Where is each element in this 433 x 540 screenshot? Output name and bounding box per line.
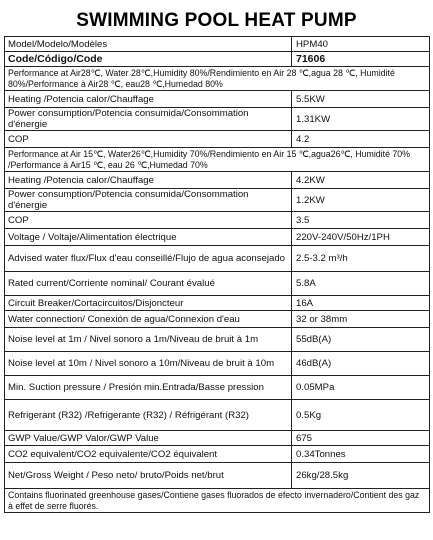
spec-row <box>5 376 430 400</box>
spec-label: Heating /Potencia calor/Chauffage <box>5 91 292 108</box>
spec-label: Noise level at 1m / Nivel sonoro a 1m/Niveau de bruit à 1m <box>5 328 292 352</box>
spec-value: 32 or 38mm <box>292 311 430 328</box>
spec-label: Net/Gross Weight / Peso neto/ bruto/Poids net/brut <box>5 463 292 489</box>
spec-value: 55dB(A) <box>292 328 430 352</box>
spec-label: Refrigerant (R32) /Refrigerante (R32) / Réfrigérant (R32) <box>5 400 292 431</box>
spec-label: Heating /Potencia calor/Chauffage <box>5 172 292 189</box>
spec-row <box>5 91 430 108</box>
spec-section-note: Performance at Air 15℃, Water26℃,Humidity 70%/Rendimiento en Air 15 ℃,agua26℃, Humidité 70% /Performance à Air15 ℃, eau 26 ℃,Humedad 70% <box>5 148 430 172</box>
spec-value: 0.5Kg <box>292 400 430 431</box>
spec-row <box>5 172 430 189</box>
spec-label: Water connection/ Conexión de agua/Connexion d'eau <box>5 311 292 328</box>
spec-value: 0.05MPa <box>292 376 430 400</box>
spec-value: 220V-240V/50Hz/1PH <box>292 229 430 246</box>
spec-value: 16A <box>292 296 430 311</box>
spec-section-note: Contains fluorinated greenhouse gases/Contiene gases fluorados de efecto invernadero/Contient des gaz à effet de serre fluorés. <box>5 489 430 513</box>
spec-label: Min. Suction pressure / Presión min.Entrada/Basse pression <box>5 376 292 400</box>
spec-label: Advised water flux/Flux d'eau conseillé/Flujo de agua aconsejado <box>5 246 292 272</box>
spec-row <box>5 131 430 148</box>
spec-row <box>5 489 430 513</box>
spec-row <box>5 463 430 489</box>
spec-value: 4.2KW <box>292 172 430 189</box>
spec-row <box>5 400 430 431</box>
spec-value: 1.31KW <box>292 108 430 131</box>
spec-section-note: Performance at Air28℃, Water 28℃,Humidity 80%/Rendimiento en Air 28 ℃,agua 28 ℃, Humidité 80%/Performance à Air28 ℃, eau28 ℃,Humedad 80% <box>5 67 430 91</box>
spec-value: 675 <box>292 431 430 446</box>
spec-value: HPM40 <box>292 37 430 52</box>
spec-row <box>5 246 430 272</box>
spec-value: 1.2KW <box>292 189 430 212</box>
spec-row <box>5 311 430 328</box>
spec-label: Voltage / Voltaje/Alimentation électrique <box>5 229 292 246</box>
spec-table <box>4 36 430 513</box>
spec-row <box>5 37 430 52</box>
spec-label: Rated current/Corriente nominal/ Courant évalué <box>5 272 292 296</box>
spec-row <box>5 212 430 229</box>
spec-value: 5.8A <box>292 272 430 296</box>
spec-row <box>5 328 430 352</box>
spec-value: 3.5 <box>292 212 430 229</box>
spec-value: 26kg/28.5kg <box>292 463 430 489</box>
spec-label: GWP Value/GWP Valor/GWP Value <box>5 431 292 446</box>
spec-label: Model/Modelo/Modèles <box>5 37 292 52</box>
spec-label: Noise level at 10m / Nivel sonoro a 10m/Niveau de bruit à 10m <box>5 352 292 376</box>
spec-row <box>5 52 430 67</box>
spec-row <box>5 431 430 446</box>
spec-label: Circuit Breaker/Cortacircuitos/Disjoncteur <box>5 296 292 311</box>
spec-value: 46dB(A) <box>292 352 430 376</box>
spec-value: 4.2 <box>292 131 430 148</box>
spec-value: 71606 <box>292 52 430 67</box>
spec-label: Power consumption/Potencia consumida/Consommation d'énergie <box>5 108 292 131</box>
spec-row <box>5 272 430 296</box>
spec-row <box>5 296 430 311</box>
sheet-title: SWIMMING POOL HEAT PUMP <box>76 10 357 31</box>
spec-row <box>5 148 430 172</box>
spec-table-body <box>5 37 430 513</box>
spec-label: CO2 equivalent/CO2 equivalente/CO2 équivalent <box>5 446 292 463</box>
spec-label: COP <box>5 212 292 229</box>
spec-row <box>5 189 430 212</box>
spec-value: 0.34Tonnes <box>292 446 430 463</box>
spec-label: Power consumption/Potencia consumida/Consommation d'énergie <box>5 189 292 212</box>
spec-label: Code/Código/Code <box>5 52 292 67</box>
spec-row <box>5 229 430 246</box>
spec-sheet <box>4 6 429 540</box>
spec-label: COP <box>5 131 292 148</box>
spec-row <box>5 352 430 376</box>
spec-row <box>5 446 430 463</box>
spec-row <box>5 67 430 91</box>
spec-value: 5.5KW <box>292 91 430 108</box>
spec-value: 2.5-3.2 m³/h <box>292 246 430 272</box>
spec-row <box>5 108 430 131</box>
